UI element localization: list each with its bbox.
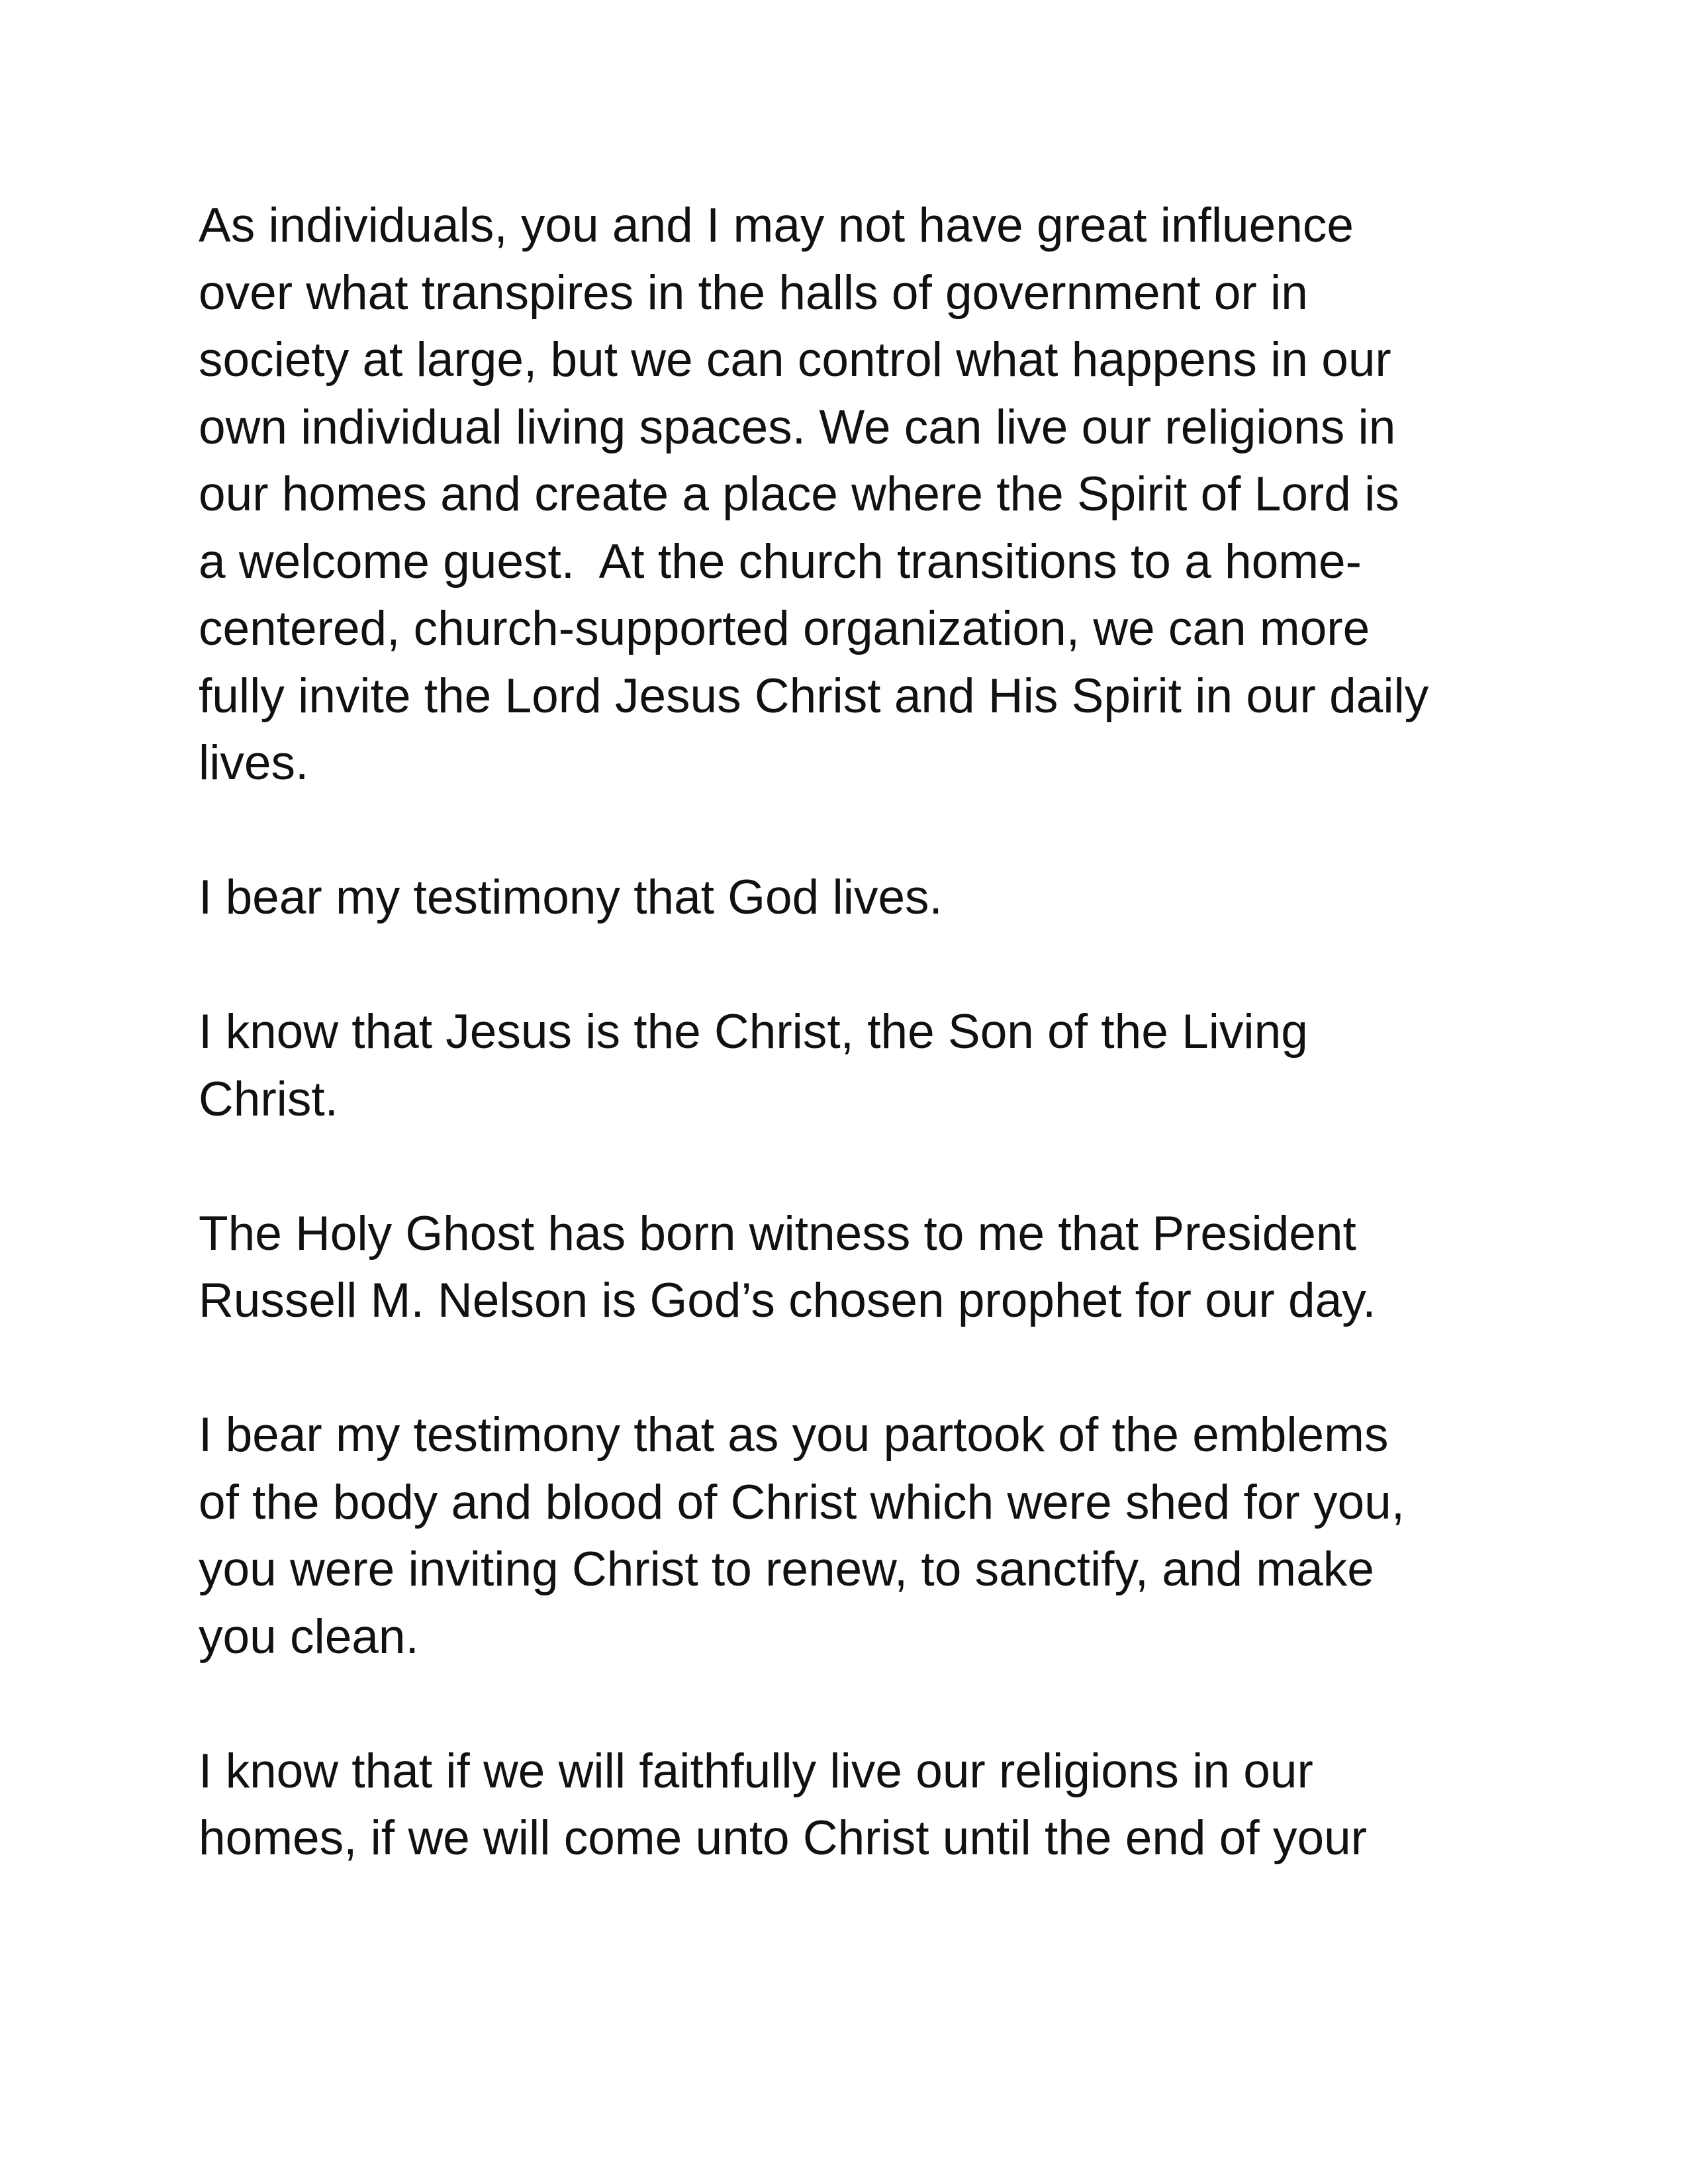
text-line: Christ. <box>199 1072 338 1126</box>
text-line: over what transpires in the halls of government or in <box>199 265 1308 320</box>
paragraph-homes <box>199 1738 1523 1872</box>
text-line: of the body and blood of Christ which were shed for you, <box>199 1475 1405 1529</box>
text-line: The Holy Ghost has born witness to me that President <box>199 1206 1356 1260</box>
text-line: fully invite the Lord Jesus Christ and His Spirit in our daily <box>199 669 1429 723</box>
paragraph-influence <box>199 192 1523 797</box>
text-line: centered, church-supported organization, we can more <box>199 602 1370 655</box>
paragraph-god-lives <box>199 864 1523 931</box>
text-line: homes, if we will come unto Christ until the end of your <box>199 1811 1367 1865</box>
paragraph-holy-ghost <box>199 1200 1523 1335</box>
text-line: I bear my testimony that God lives. <box>199 871 943 924</box>
paragraph-emblems <box>199 1401 1523 1670</box>
text-line: I bear my testimony that as you partook of the emblems <box>199 1408 1389 1462</box>
document-body <box>199 192 1523 1939</box>
text-line: you clean. <box>199 1609 419 1664</box>
text-line: lives. <box>199 736 309 790</box>
text-line: As individuals, you and I may not have great influence <box>199 199 1354 252</box>
text-line: a welcome guest. At the church transitions to a home- <box>199 534 1362 589</box>
text-line: you were inviting Christ to renew, to sanctify, and make <box>199 1543 1374 1596</box>
text-line: Russell M. Nelson is God’s chosen prophet for our day. <box>199 1274 1376 1327</box>
text-line: I know that Jesus is the Christ, the Son of the Living <box>199 1005 1308 1059</box>
text-line: own individual living spaces. We can live our religions in <box>199 400 1396 454</box>
paragraph-jesus-christ <box>199 998 1523 1133</box>
text-line: society at large, but we can control what happens in our <box>199 333 1391 387</box>
text-line: I know that if we will faithfully live our religions in our <box>199 1744 1313 1798</box>
text-line: our homes and create a place where the Spirit of Lord is <box>199 467 1399 521</box>
